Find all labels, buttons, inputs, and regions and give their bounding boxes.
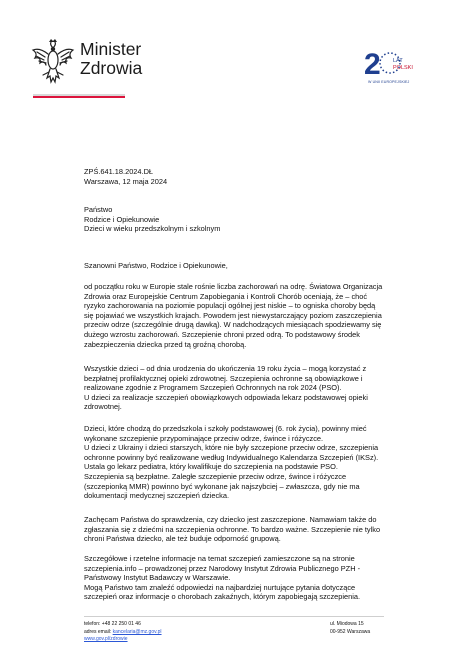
- svg-text:2: 2: [364, 48, 381, 81]
- addressee-line: Rodzice i Opiekunowie: [84, 214, 160, 224]
- addressee-line: Dzieci w wieku przedszkolnym i szkolnym: [84, 224, 221, 234]
- email-label: adres email:: [84, 628, 112, 635]
- paragraph-line: Zdrowia oraz Europejskie Centrum Zapobiegania i Kontroli Chorób oceniają, że – choć: [84, 291, 368, 301]
- paragraph: [84, 554, 360, 602]
- flag-stripe: [33, 94, 125, 98]
- paragraph-line: Dzieci, które chodzą do przedszkola i szkoły podstawowej (6. rok życia), powinny mieć: [84, 424, 367, 433]
- paragraph-line: przeciw odrze (szczególnie drugą dawką). W nadchodzących miesiącach spodziewamy się: [84, 320, 382, 330]
- footer-contact: [84, 621, 162, 644]
- paragraph-line: ochronne powinny być realizowane według Indywidualnego Kalendarza Szczepień (IKSz).: [84, 452, 379, 462]
- paragraph-line: Szczegółowe i rzetelne informacje na temat szczepień zamieszczone są na stronie: [84, 554, 355, 563]
- salutation: Szanowni Państwo, Rodzice i Opiekunowie,: [84, 261, 228, 270]
- paragraph-line: wykonane szczepienie przypominające przeciw odrze, śwince i różyczce.: [84, 433, 324, 443]
- paragraph-line: bezpłatnej profilaktycznej opieki zdrowotnej. Szczepienia ochronne są obowiązkowe i: [84, 373, 363, 383]
- paragraph: [84, 424, 378, 501]
- paragraph-line: Zachęcam Państwa do sprawdzenia, czy dziecko jest zaszczepione. Namawiam także do: [84, 515, 377, 524]
- anniversary-lat: LAT: [393, 58, 403, 64]
- addressee-block: [84, 205, 220, 234]
- paragraph-line: U dzieci z Ukrainy i dzieci starszych, które nie były szczepione przeciw odrze, szczepienia: [84, 443, 379, 453]
- paragraph-line: U dzieci za realizacje szczepień obowiązkowych odpowiada lekarz podstawowej opieki: [84, 392, 368, 402]
- ministry-logo-text: [80, 40, 142, 78]
- reference-number: ZPŚ.641.18.2024.DŁ: [84, 167, 154, 176]
- footer-divider: [84, 616, 384, 617]
- website-link[interactable]: www.gov.pl/zdrowie: [84, 636, 128, 643]
- anniversary-polski: POLSKI: [393, 65, 413, 71]
- address-street: ul. Miodowa 15: [330, 621, 364, 627]
- footer-email-row: [84, 629, 162, 637]
- paragraph-line: zgłaszania się z dziećmi na szczepienia ochronne. To bardzo ważne. Szczepienie nie tylko: [84, 524, 381, 534]
- paragraph: [84, 282, 382, 349]
- phone-label: telefon:: [84, 621, 101, 627]
- paragraph-line: ryzyko zachorowania na poziomie populacji ogólnej jest niskie – to ogniska choroby będą: [84, 301, 376, 311]
- paragraph-line: od początku roku w Europie stale rośnie liczba zachorowań na odrę. Światowa Organizacja: [84, 282, 383, 291]
- paragraph-line: Państwowy Instytut Badawczy w Warszawie.: [84, 573, 231, 583]
- date-line: Warszawa, 12 maja 2024: [84, 176, 168, 186]
- logo-line-2: Zdrowia: [80, 58, 143, 78]
- addressee-line: Państwo: [84, 205, 113, 214]
- address-city: 00-952 Warszawa: [330, 628, 371, 635]
- paragraph-line: zabezpieczenia dziecka przed tą groźną chorobą.: [84, 339, 247, 349]
- paragraph-line: Ustala go lekarz pediatra, który kwalifikuje do szczepienia na podstawie PSO.: [84, 462, 338, 472]
- phone-number: +48 22 250 01 46: [101, 621, 141, 627]
- paragraph: [84, 364, 368, 412]
- email-link[interactable]: kancelaria@mz.gov.pl: [112, 628, 162, 635]
- paragraph-line: zdrowotnej.: [84, 402, 122, 412]
- paragraph-line: się pojawiać we wszystkich krajach. Powodem jest niewystarczający poziom zaszczepienia: [84, 310, 382, 320]
- paragraph: [84, 515, 380, 544]
- footer-address: [330, 621, 370, 636]
- footer-website-row: [84, 636, 162, 644]
- paragraph-line: realizowane zgodnie z Programem Szczepień Ochronnych na rok 2024 (PSO).: [84, 383, 342, 393]
- footer-phone-row: [84, 621, 162, 629]
- anniversary-eu: W UNII EUROPEJSKIEJ: [368, 80, 410, 84]
- logo-line-1: Minister: [80, 39, 142, 59]
- polish-eagle-emblem-icon: [31, 38, 75, 90]
- paragraph-line: szczepień oraz informacje o chorobach zakaźnych, którym zapobiegają szczepienia.: [84, 592, 361, 602]
- paragraph-line: Szczepienia są bezpłatne. Zaległe szczepienie przeciw odrze, śwince i różyczce: [84, 471, 347, 481]
- paragraph-line: szczepienia.info – prowadzonej przez Narodowy Instytut Zdrowia Publicznego PZH -: [84, 563, 361, 573]
- paragraph-line: dokumentacji medycznej szczepień dziecka.: [84, 491, 230, 501]
- paragraph-line: (szczepionką MMR) powinno być wykonane jak najszybciej – zwłaszcza, gdy nie ma: [84, 481, 360, 491]
- paragraph-line: dużego wzrostu zachorowań. Szczepienie chroni przed odrą. To podstawowy środek: [84, 329, 360, 339]
- paragraph-line: Wszystkie dzieci – od dnia urodzenia do ukończenia 19 roku życia – mogą korzystać z: [84, 364, 367, 373]
- paragraph-line: Mogą Państwo tam znaleźć odpowiedzi na najbardziej nurtujące pytania dotyczące: [84, 582, 356, 592]
- paragraph-line: chroni Państwa dziecko, ale też buduje odporność grupową.: [84, 534, 281, 544]
